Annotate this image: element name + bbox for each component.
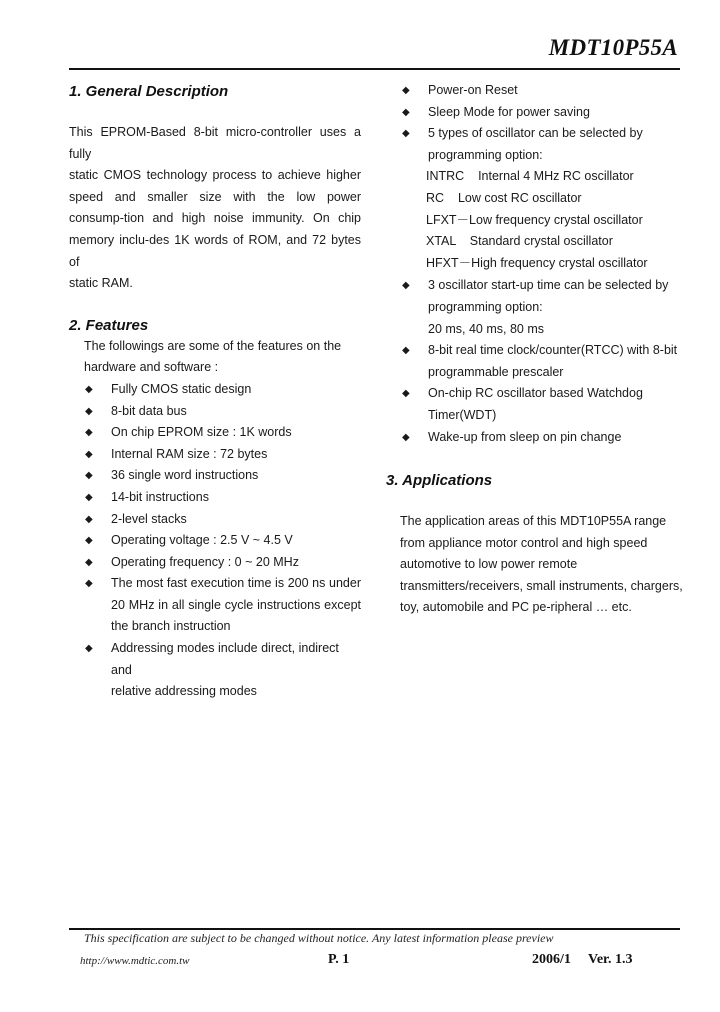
general-description-text bbox=[69, 122, 361, 295]
features-list-continued-2 bbox=[400, 275, 685, 448]
list-item: ◆ 2-level stacks bbox=[85, 511, 187, 526]
version-label: Ver. 1.3 bbox=[588, 952, 633, 967]
text-line: transmitters/receivers, small instruments, chargers, bbox=[400, 578, 683, 593]
footer-url[interactable]: http://www.mdtic.com.tw bbox=[80, 955, 190, 967]
list-item: ◆ Operating frequency : 0 ~ 20 MHz bbox=[85, 554, 299, 569]
diamond-bullet-icon: ◆ bbox=[402, 85, 410, 96]
diamond-bullet-icon: ◆ bbox=[402, 345, 410, 357]
diamond-bullet-icon: ◆ bbox=[85, 448, 93, 460]
diamond-bullet-icon: ◆ bbox=[85, 643, 93, 655]
features-intro-line: hardware and software : bbox=[84, 360, 219, 375]
revision-date: 2006/1 bbox=[532, 952, 571, 967]
general-description-heading: 1. General Description bbox=[69, 83, 229, 100]
text-line: speed and smaller size with the low power bbox=[69, 189, 361, 204]
text-line: This EPROM-Based 8-bit micro-controller uses a fully bbox=[69, 125, 361, 161]
diamond-bullet-icon: ◆ bbox=[85, 513, 93, 525]
diamond-bullet-icon: ◆ bbox=[402, 431, 410, 443]
list-item: ◆ 14-bit instructions bbox=[85, 489, 209, 504]
list-item: ◆ On-chip RC oscillator based Watchdog Timer(WDT) bbox=[402, 386, 643, 422]
oscillator-option: XTAL Standard crystal oscillator bbox=[426, 234, 613, 249]
left-column bbox=[69, 80, 361, 703]
applications-heading: 3. Applications bbox=[386, 472, 493, 490]
list-item: ◆ 8-bit real time clock/counter(RTCC) with 8-bit programmable prescaler bbox=[402, 343, 678, 379]
text-line: static RAM. bbox=[69, 276, 133, 291]
oscillator-option: INTRC Internal 4 MHz RC oscillator bbox=[426, 169, 634, 184]
right-column bbox=[386, 80, 685, 619]
diamond-bullet-icon: ◆ bbox=[85, 470, 93, 482]
features-heading: 2. Features bbox=[69, 316, 149, 334]
list-item: ◆ The most fast execution time is 200 ns under 20 MHz in all single cycle instructions except the branch instruction bbox=[85, 576, 361, 634]
diamond-bullet-icon: ◆ bbox=[85, 556, 93, 568]
list-item: ◆ Wake-up from sleep on pin change bbox=[402, 429, 622, 444]
document-title: MDT10P55A bbox=[548, 35, 678, 60]
list-item: ◆ Operating voltage : 2.5 V ~ 4.5 V bbox=[85, 533, 293, 548]
features-list bbox=[69, 379, 361, 703]
list-item: ◆ Sleep Mode for power saving bbox=[402, 104, 590, 119]
list-item: ◆ 5 types of oscillator can be selected by programming option: bbox=[402, 126, 643, 162]
diamond-bullet-icon: ◆ bbox=[85, 427, 93, 439]
list-item: ◆ Internal RAM size : 72 bytes bbox=[85, 446, 268, 461]
diamond-bullet-icon: ◆ bbox=[85, 383, 93, 395]
list-item: ◆ 3 oscillator start-up time can be selected by programming option: 20 ms, 40 ms, 80 ms bbox=[402, 278, 669, 336]
text-line: static CMOS technology process to achieve higher bbox=[69, 168, 361, 183]
text-line: memory inclu-des 1K words of ROM, and 72 bytes of bbox=[69, 232, 361, 269]
oscillator-options bbox=[400, 166, 685, 274]
list-item: ◆ On chip EPROM size : 1K words bbox=[85, 425, 292, 440]
text-line: consump-tion and high noise immunity. On chip bbox=[69, 211, 361, 226]
footer-rule bbox=[69, 928, 680, 930]
diamond-bullet-icon: ◆ bbox=[85, 535, 93, 547]
text-line: automotive to low power remote bbox=[400, 557, 578, 572]
text-line: toy, automobile and PC pe-ripheral … etc. bbox=[400, 600, 632, 615]
text-line: from appliance motor control and high speed bbox=[400, 535, 648, 550]
diamond-bullet-icon: ◆ bbox=[402, 388, 410, 400]
diamond-bullet-icon: ◆ bbox=[85, 491, 93, 503]
diamond-bullet-icon: ◆ bbox=[402, 106, 410, 118]
list-item: ◆ Addressing modes include direct, indirect and relative addressing modes bbox=[85, 641, 339, 699]
features-intro-line: The followings are some of the features on the bbox=[84, 338, 342, 353]
diamond-bullet-icon: ◆ bbox=[402, 128, 410, 140]
oscillator-option: HFXT－High frequency crystal oscillator bbox=[426, 255, 648, 270]
diamond-bullet-icon: ◆ bbox=[402, 280, 410, 292]
list-item: ◆ Power-on Reset bbox=[402, 83, 518, 97]
list-item: ◆ 8-bit data bus bbox=[85, 403, 187, 418]
page-number: P. 1 bbox=[328, 952, 350, 967]
oscillator-option: LFXT－Low frequency crystal oscillator bbox=[426, 212, 643, 227]
oscillator-option: RC Low cost RC oscillator bbox=[426, 190, 582, 205]
list-item: ◆ Fully CMOS static design bbox=[85, 381, 252, 396]
text-line: The application areas of this MDT10P55A range bbox=[400, 514, 667, 529]
footer-notice: This specification are subject to be changed without notice. Any latest information please preview bbox=[84, 931, 554, 945]
features-list-continued bbox=[400, 80, 685, 166]
header-rule bbox=[69, 68, 680, 70]
diamond-bullet-icon: ◆ bbox=[85, 578, 93, 590]
list-item: ◆ 36 single word instructions bbox=[85, 468, 259, 483]
applications-text bbox=[400, 511, 685, 619]
diamond-bullet-icon: ◆ bbox=[85, 405, 93, 417]
